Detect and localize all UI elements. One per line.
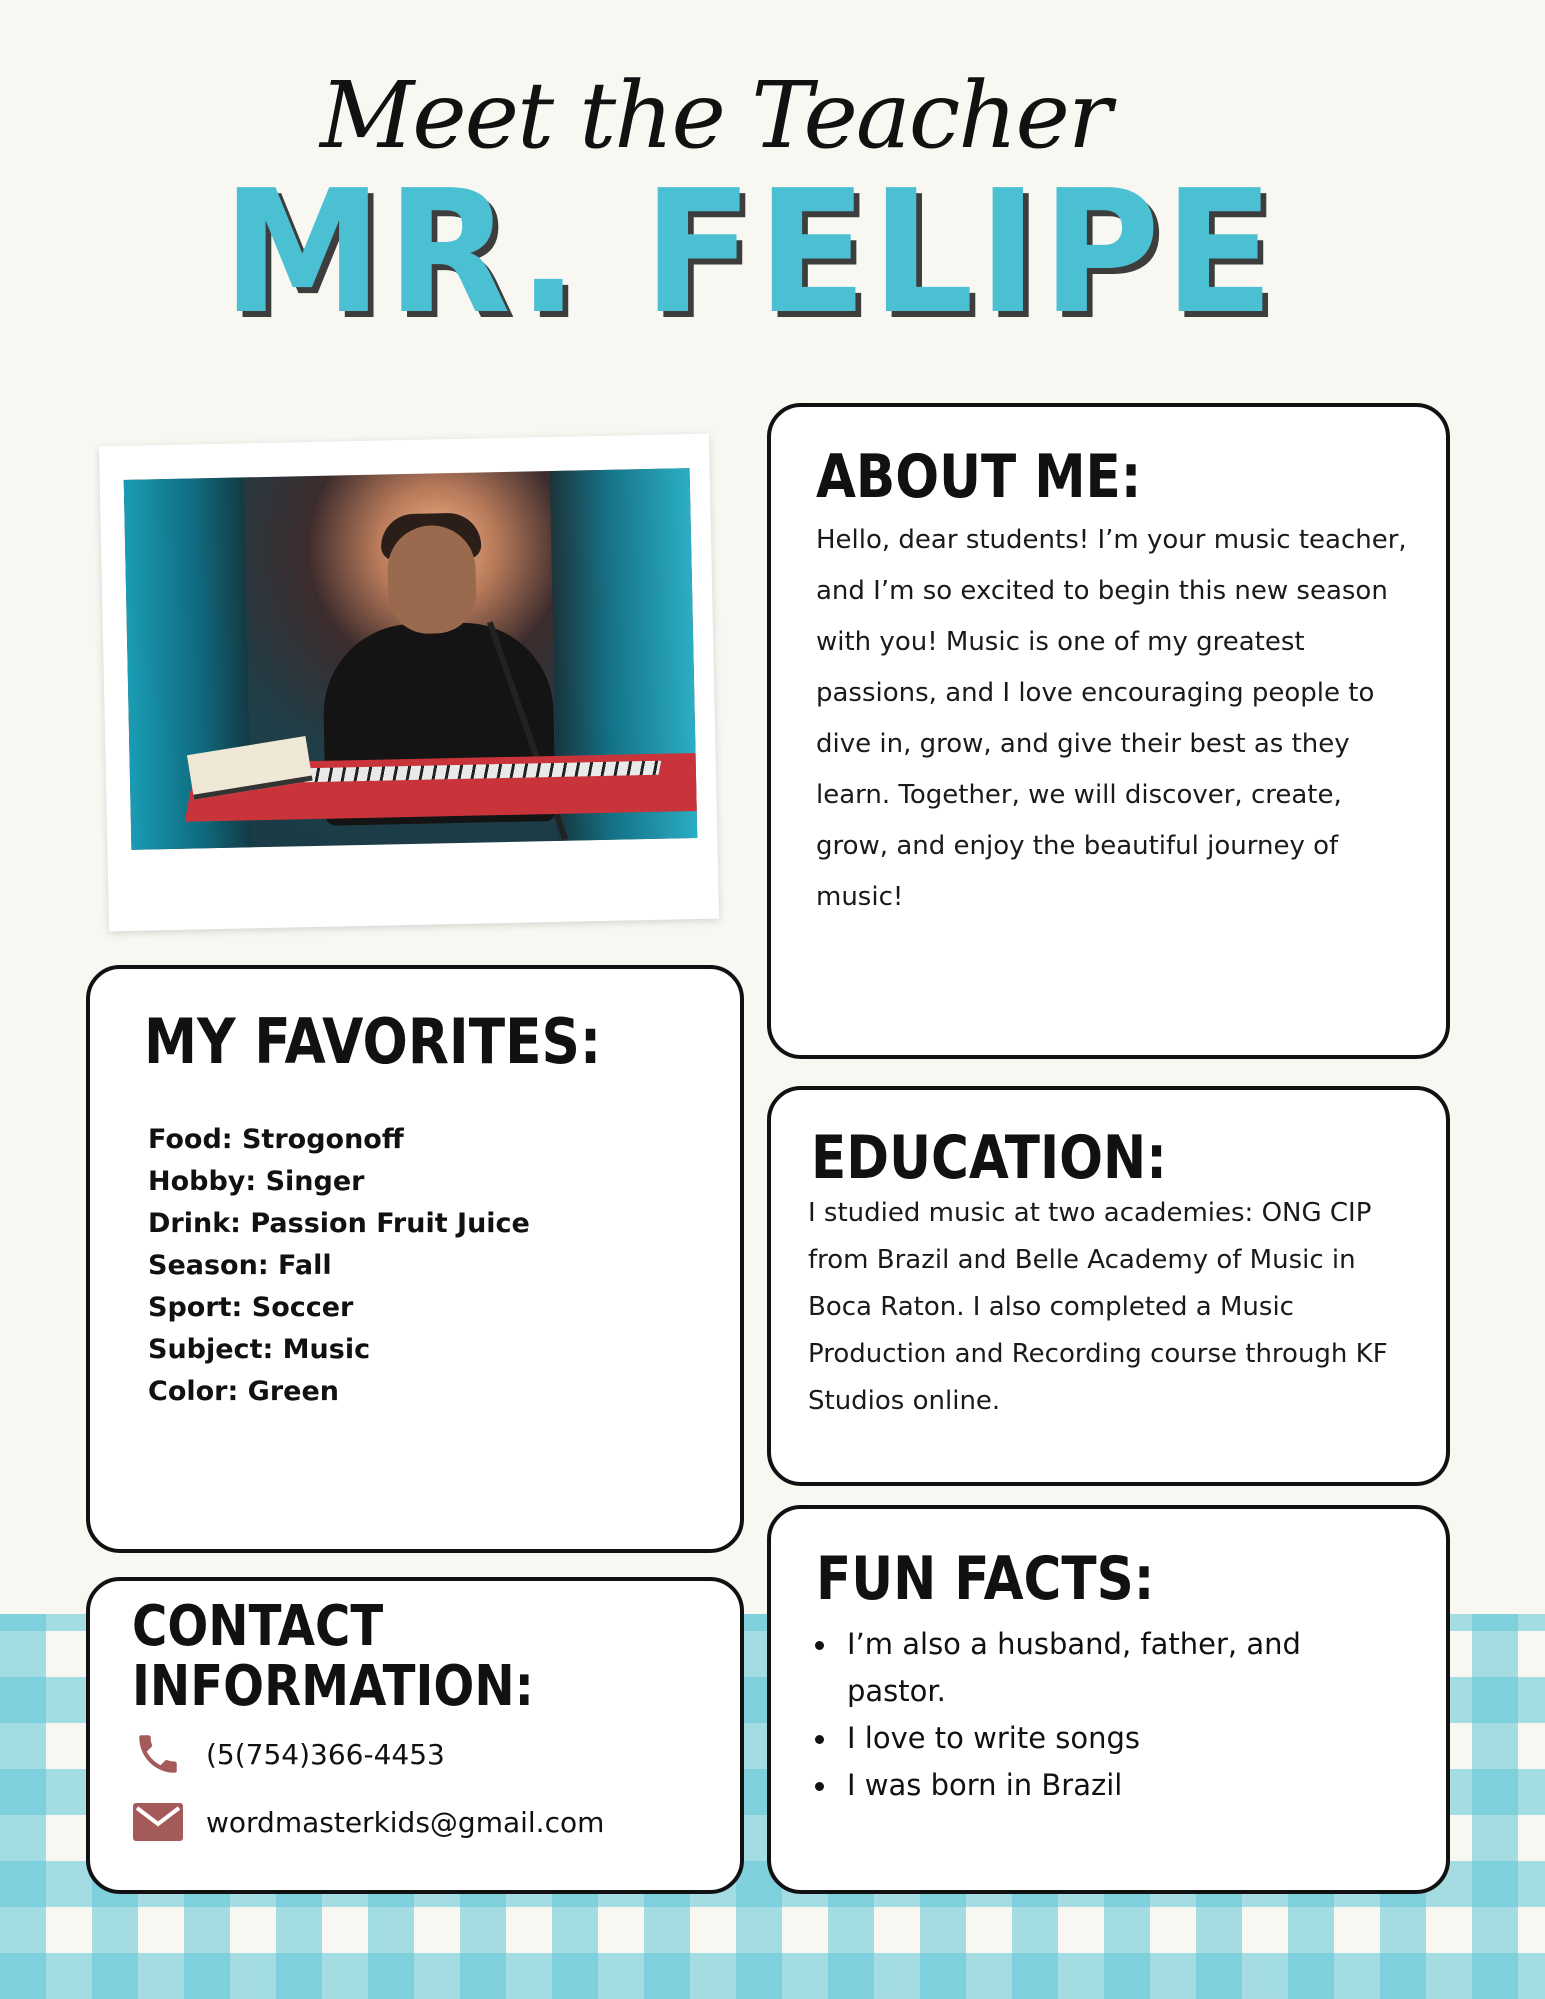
fun-fact-item: I’m also a husband, father, and pastor. (809, 1621, 1369, 1715)
education-text: I studied music at two academies: ONG CIP from Brazil and Belle Academy of Music in Boca Raton. I also completed a Music Production and Recording course through KF Studios online. (808, 1198, 1388, 1416)
favorite-item: Season: Fall (148, 1250, 332, 1281)
contact-heading (132, 1594, 534, 1719)
education-card (767, 1086, 1450, 1486)
phone-row (130, 1729, 445, 1779)
fun-fact-item: I love to write songs (809, 1715, 1369, 1762)
contact-heading-line1: CONTACT (132, 1594, 384, 1659)
favorites-list (148, 1119, 530, 1413)
about-text: Hello, dear students! I’m your music teacher, and I’m so excited to begin this new season with you! Music is one of my greatest passions, and I love encouraging people to dive in, grow, and give their best as they learn. Together, we will discover, create, grow, and enjoy the beautiful journey of music! (816, 525, 1407, 912)
teacher-name: MR. FELIPE (222, 154, 1278, 352)
education-heading: EDUCATION: (811, 1123, 1167, 1193)
favorites-heading: MY FAVORITES: (144, 1005, 602, 1078)
favorite-item: Color: Green (148, 1376, 340, 1407)
favorite-item: Food: Strogonoff (148, 1124, 404, 1155)
email-icon (130, 1797, 186, 1847)
about-heading: ABOUT ME: (816, 442, 1142, 512)
favorites-card (86, 965, 744, 1553)
contact-heading-line2: INFORMATION: (132, 1654, 534, 1719)
page-script-title: Meet the Teacher (320, 62, 1110, 169)
fun-facts-card (767, 1505, 1450, 1894)
favorite-item: Hobby: Singer (148, 1166, 365, 1197)
teacher-photo-frame (99, 434, 719, 932)
about-card (767, 403, 1450, 1059)
fun-fact-item: I was born in Brazil (809, 1762, 1369, 1809)
favorite-item: Subject: Music (148, 1334, 371, 1365)
fun-facts-heading: FUN FACTS: (816, 1544, 1155, 1614)
phone-icon (130, 1729, 186, 1779)
email-address[interactable]: wordmasterkids@gmail.com (206, 1805, 605, 1839)
contact-card (86, 1577, 744, 1894)
fun-facts-list (809, 1621, 1369, 1809)
teacher-photo (124, 468, 698, 850)
favorite-item: Drink: Passion Fruit Juice (148, 1208, 530, 1239)
phone-number[interactable]: (5(754)366-4453 (206, 1737, 445, 1771)
email-row (130, 1797, 604, 1847)
favorite-item: Sport: Soccer (148, 1292, 354, 1323)
